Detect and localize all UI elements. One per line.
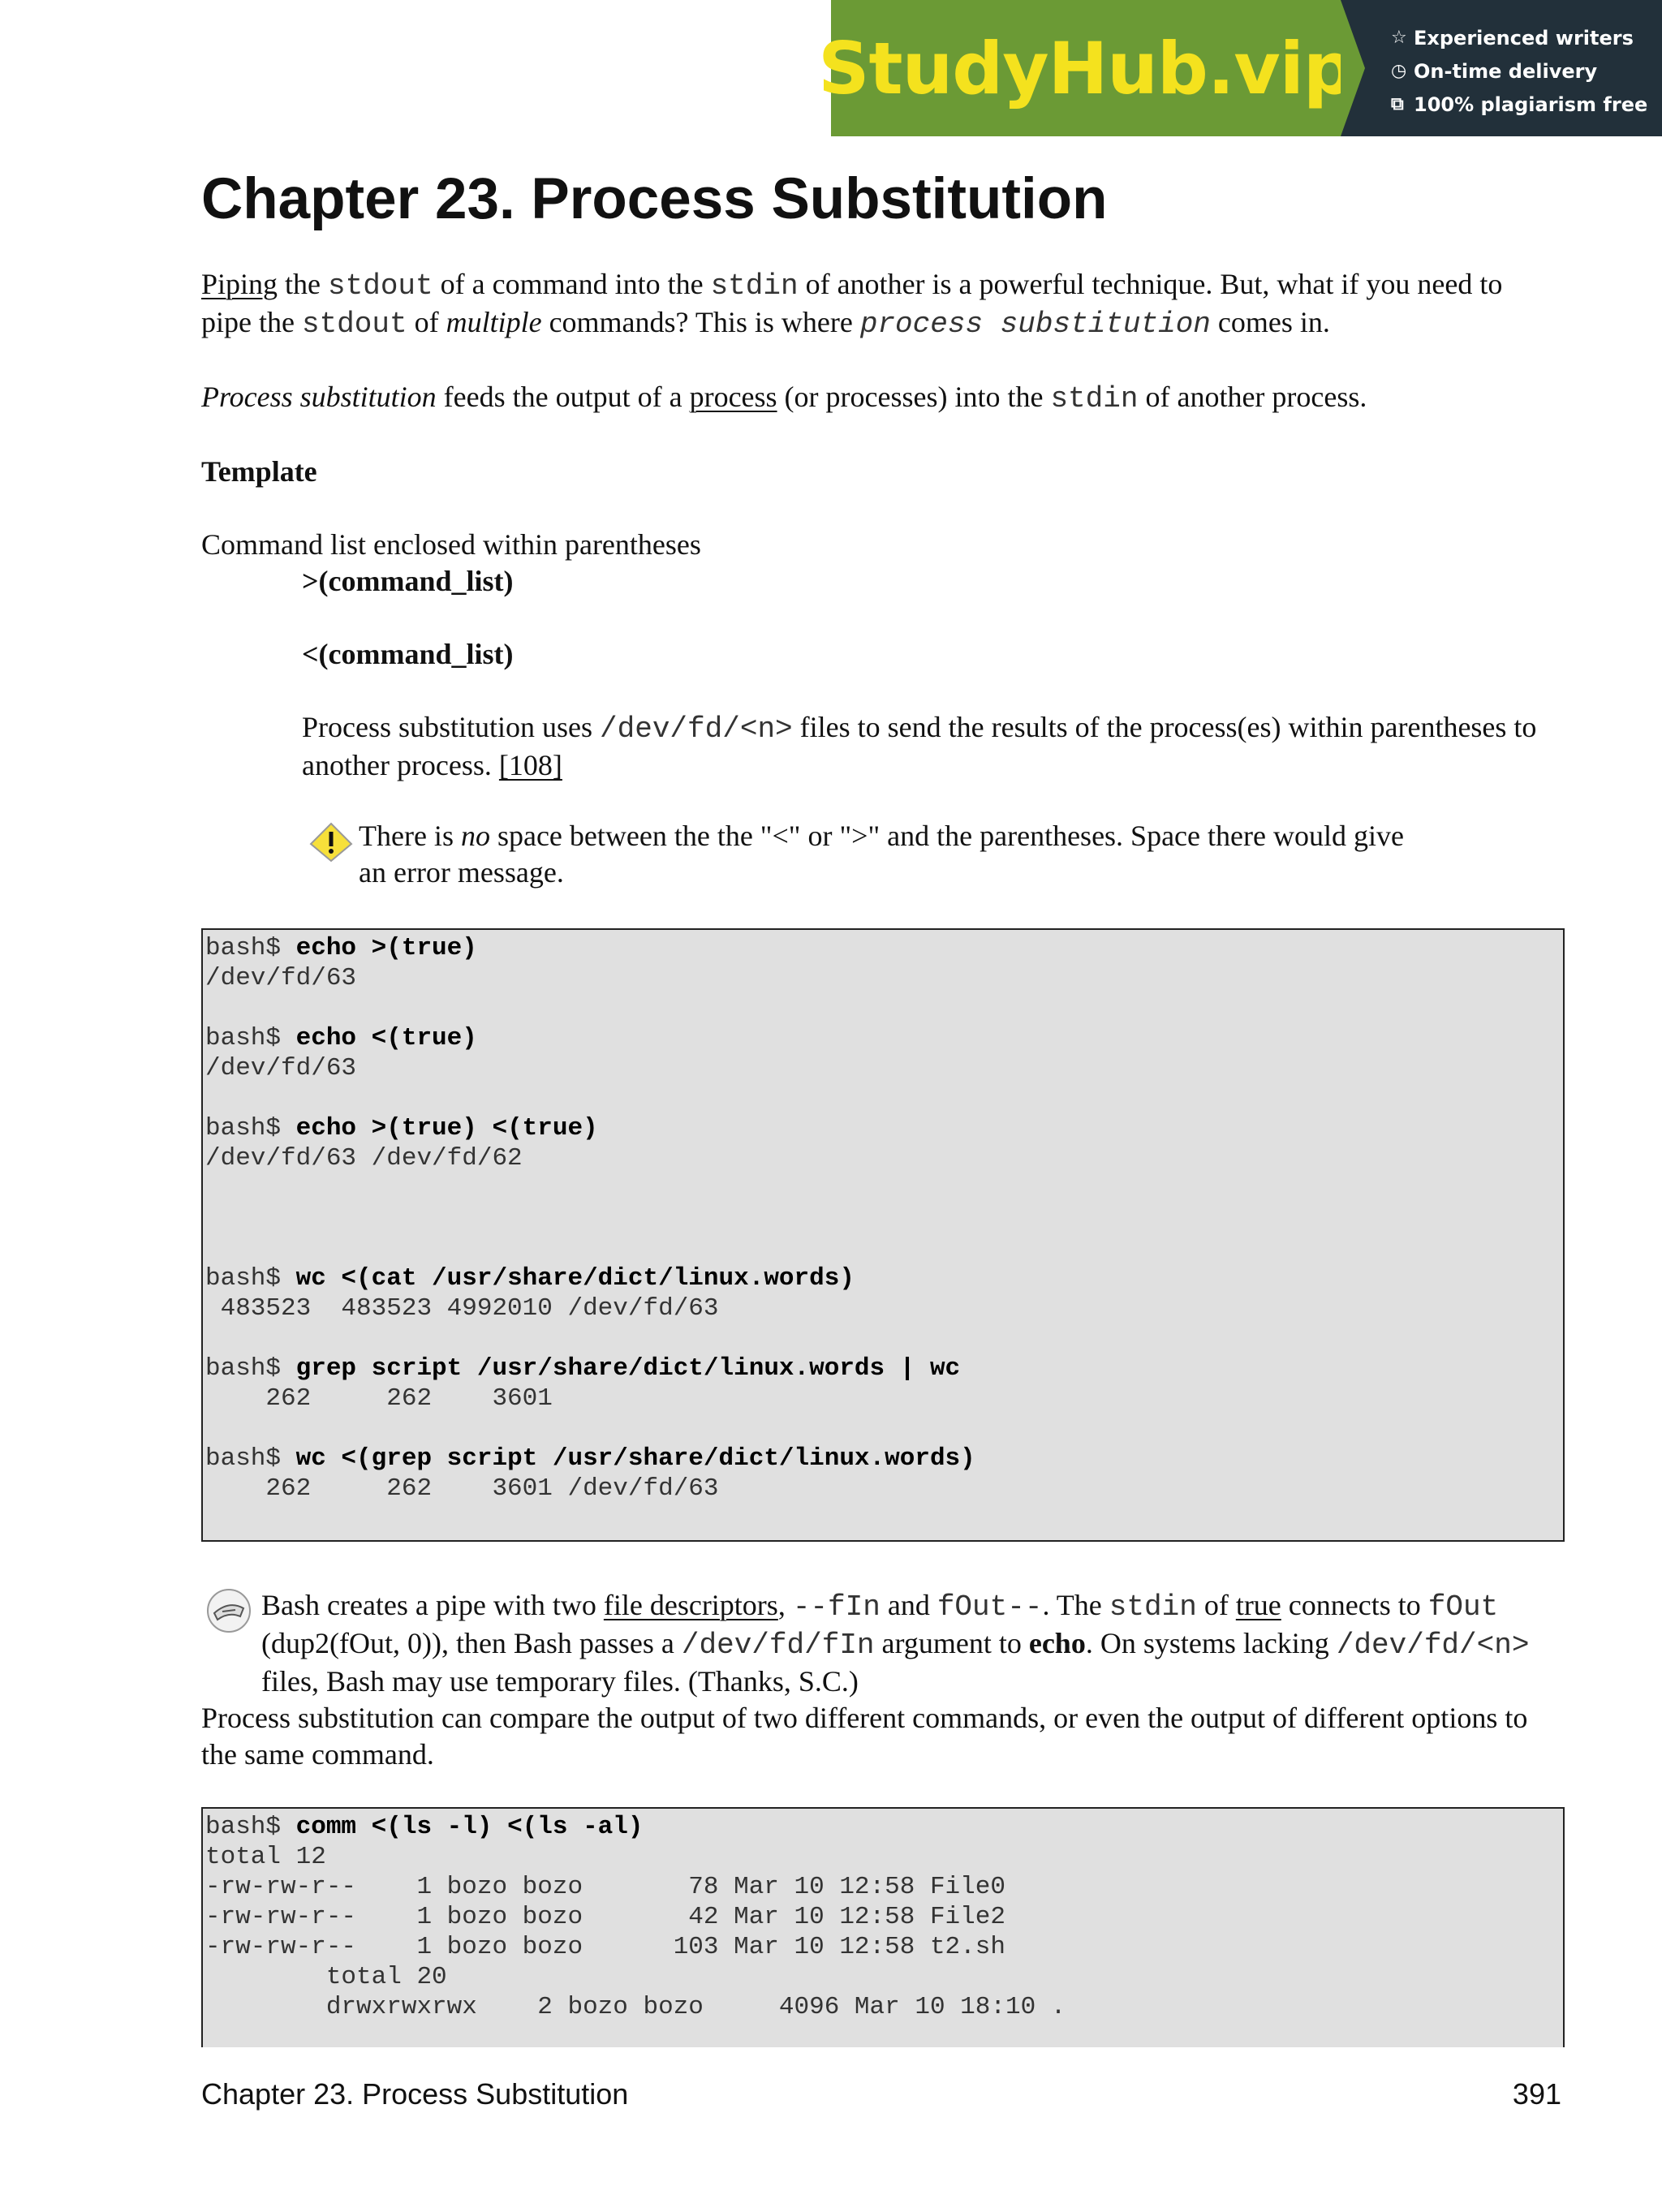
perks-list — [1341, 0, 1662, 136]
warning-callout — [308, 818, 1548, 891]
code-command-line — [205, 1813, 644, 1841]
shell-command: grep script /usr/share/dict/linux.words | wc — [295, 1354, 961, 1383]
template-heading: Template — [201, 455, 317, 488]
template-form-input: <(command_list) — [302, 638, 514, 670]
code-block-comm — [201, 1807, 1565, 2047]
shell-command: echo <(true) — [295, 1024, 477, 1052]
brand-logo[interactable] — [818, 0, 1354, 136]
code-output-line: /dev/fd/63 /dev/fd/62 — [205, 1144, 523, 1173]
ad-banner[interactable] — [818, 0, 1662, 136]
perk-label: Experienced writers — [1414, 26, 1634, 49]
shell-command: echo >(true) <(true) — [295, 1114, 598, 1143]
code-command-line — [205, 1354, 960, 1383]
perk-label: 100% plagiarism free — [1414, 93, 1648, 116]
perk-item — [1391, 21, 1662, 54]
footnote-link[interactable]: [108] — [498, 749, 562, 781]
clock-icon: ◷ — [1391, 61, 1407, 81]
shell-prompt: bash$ — [205, 1444, 296, 1473]
code-command-line — [205, 1264, 855, 1293]
shell-prompt: bash$ — [205, 1264, 296, 1293]
code-output-line: /dev/fd/63 — [205, 964, 357, 992]
code-command-line — [205, 1444, 975, 1473]
code-output-line: -rw-rw-r-- 1 bozo bozo 42 Mar 10 12:58 File2 — [205, 1903, 1005, 1931]
template-intro: Command list enclosed within parentheses — [201, 528, 701, 561]
shell-command: echo >(true) — [295, 934, 477, 962]
shell-command: wc <(cat /usr/share/dict/linux.words) — [295, 1264, 855, 1293]
code-output-line: 262 262 3601 /dev/fd/63 — [205, 1474, 719, 1503]
brand-name: StudyHub.vip — [818, 26, 1354, 110]
note-callout — [205, 1587, 1548, 1700]
process-link[interactable]: process — [689, 381, 777, 413]
shell-prompt: bash$ — [205, 1813, 296, 1841]
code-block-echo-wc — [201, 928, 1565, 1542]
compare-paragraph: Process substitution can compare the output of two different commands, or even the output of different options to the same command. — [201, 1702, 1528, 1771]
shell-prompt: bash$ — [205, 1354, 296, 1383]
perk-item — [1391, 54, 1662, 88]
code-command-line — [205, 1114, 598, 1143]
code-output-line: 262 262 3601 — [205, 1384, 553, 1413]
code-command-line — [205, 1024, 477, 1052]
shell-command: comm <(ls -l) <(ls -al) — [295, 1813, 644, 1841]
footer-chapter: Chapter 23. Process Substitution — [201, 2077, 629, 2111]
shell-prompt: bash$ — [205, 1024, 296, 1052]
note-text: Bash creates a pipe with two file descriptors, --fIn and fOut--. The stdin of true connects to fOut (dup2(fOut, 0)), then Bash passes a /dev/fd/fIn argument to echo. On systems lacking /dev/fd/<n> files, Bash may use temporary files. (Thanks, S.C.) — [261, 1589, 1530, 1698]
true-link[interactable]: true — [1235, 1589, 1281, 1621]
chapter-title: Chapter 23. Process Substitution — [201, 167, 1108, 231]
intro-paragraph: Piping the stdout of a command into the stdin of another is a powerful technique. But, what if you need to pipe the stdout of multiple commands? This is where process substitution comes in. — [201, 268, 1503, 341]
code-output-line: drwxrwxrwx 2 bozo bozo 4096 Mar 10 18:10 . — [205, 1993, 1066, 2021]
piping-link[interactable]: Piping — [201, 268, 278, 300]
code-output-line: total 20 — [205, 1963, 447, 1991]
shell-command: wc <(grep script /usr/share/dict/linux.words) — [295, 1444, 975, 1473]
file-descriptors-link[interactable]: file descriptors — [603, 1589, 778, 1621]
perk-label: On-time delivery — [1414, 59, 1598, 83]
page-footer — [201, 2077, 1561, 2111]
shell-prompt: bash$ — [205, 934, 296, 962]
shell-prompt: bash$ — [205, 1114, 296, 1143]
code-output-line: -rw-rw-r-- 1 bozo bozo 78 Mar 10 12:58 File0 — [205, 1873, 1005, 1901]
template-form-output: >(command_list) — [302, 565, 514, 597]
page-number: 391 — [1512, 2077, 1561, 2111]
code-output-line: -rw-rw-r-- 1 bozo bozo 103 Mar 10 12:58 t2.sh — [205, 1933, 1005, 1961]
perk-item — [1391, 88, 1662, 121]
code-output-line: /dev/fd/63 — [205, 1054, 357, 1082]
note-icon — [205, 1587, 261, 1638]
definition-paragraph: Process substitution feeds the output of a process (or processes) into the stdin of another process. — [201, 381, 1367, 415]
code-output-line: 483523 483523 4992010 /dev/fd/63 — [205, 1294, 719, 1323]
page-content — [201, 154, 1548, 2047]
copy-icon: ⧉ — [1391, 94, 1404, 114]
code-output-line: total 12 — [205, 1843, 326, 1871]
code-command-line — [205, 934, 477, 962]
warning-text: There is no space between the the "<" or ">" and the parentheses. Space there would give an error message. — [359, 820, 1404, 889]
template-description: Process substitution uses /dev/fd/<n> files to send the results of the process(es) within parentheses to another process. [108] — [302, 711, 1537, 781]
warning-icon — [308, 818, 359, 867]
star-outline-icon: ☆ — [1391, 28, 1407, 48]
